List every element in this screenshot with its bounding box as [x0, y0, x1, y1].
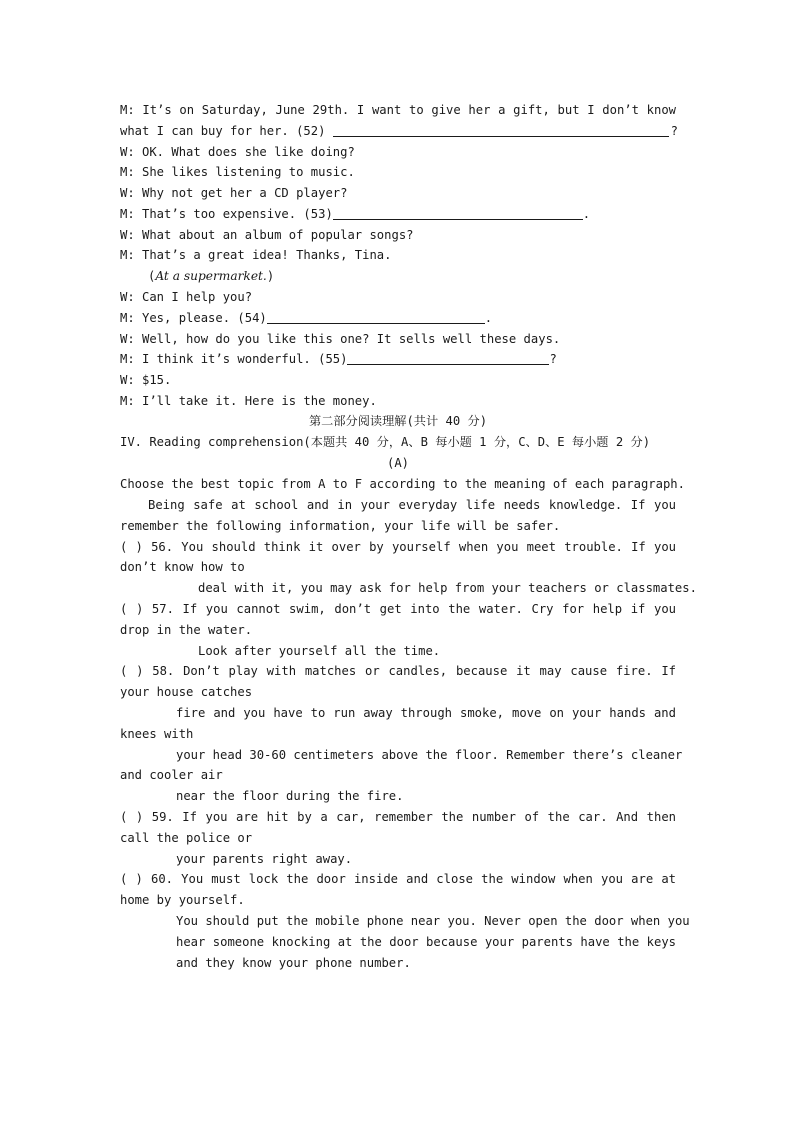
dialogue-line-8: M: That’s a great idea! Thanks, Tina.	[120, 248, 392, 262]
question-58-line-5: your head 30-60 centimeters above the floor. Remember there’s cleaner	[176, 748, 683, 762]
question-56-line-3: deal with it, you may ask for help from your teachers or classmates.	[198, 581, 697, 595]
question-58-line-6: and cooler air	[120, 768, 223, 782]
dialogue-line-11	[120, 308, 676, 329]
dialogue-line-15: M: I’ll take it. Here is the money.	[120, 394, 377, 408]
section-heading: IV. Reading comprehension(本题共 40 分，A、B 每小题 1 分，C、D、E 每小题 2 分)	[120, 435, 651, 449]
scene-note-open: (	[148, 269, 156, 283]
dialogue-line-2-end: ?	[670, 124, 678, 138]
question-59-line-2: call the police or	[120, 831, 253, 845]
question-57-line-2: drop in the water.	[120, 623, 253, 637]
question-60-line-4: hear someone knocking at the door because your parents have the keys	[176, 935, 676, 949]
instruction: Choose the best topic from A to F according to the meaning of each paragraph.	[120, 477, 685, 491]
dialogue-line-13	[120, 349, 676, 370]
question-59-line-3: your parents right away.	[176, 852, 353, 866]
question-56-line-2: don’t know how to	[120, 560, 245, 574]
dialogue-line-7: W: What about an album of popular songs?	[120, 228, 414, 242]
dialogue-line-6-text: M: That’s too expensive. (53)	[120, 207, 333, 221]
dialogue-line-6	[120, 204, 676, 225]
dialogue-line-6-end: .	[582, 207, 591, 221]
intro-line-1: Being safe at school and in your everyday life needs knowledge. If you	[148, 498, 676, 512]
question-58: ( ) 58. Don’t play with matches or candles, because it may cause fire. If	[120, 664, 676, 678]
question-57: ( ) 57. If you cannot swim, don’t get into the water. Cry for help if you	[120, 602, 676, 616]
question-60-line-5: and they know your phone number.	[176, 956, 411, 970]
dialogue-line-11-text: M: Yes, please. (54)	[120, 311, 267, 325]
dialogue-line-12: W: Well, how do you like this one? It sells well these days.	[120, 332, 561, 346]
dialogue-line-14: W: $15.	[120, 373, 172, 387]
question-57-line-3: Look after yourself all the time.	[198, 644, 441, 658]
scene-note-italic: At a supermarket.	[155, 269, 267, 283]
question-59: ( ) 59. If you are hit by a car, remember the number of the car. And then	[120, 810, 676, 824]
blank-54[interactable]	[267, 310, 485, 324]
question-60-line-3: You should put the mobile phone near you. Never open the door when you	[176, 914, 690, 928]
dialogue-line-2-text: what I can buy for her. (52)	[120, 124, 333, 138]
dialogue-line-3: W: OK. What does she like doing?	[120, 145, 355, 159]
scene-note-close: )	[266, 269, 275, 283]
dialogue-line-13-text: M: I think it’s wonderful. (55)	[120, 352, 348, 366]
section-sub: (A)	[386, 456, 409, 470]
question-58-line-3: fire and you have to run away through smoke, move on your hands and	[176, 706, 676, 720]
dialogue-line-1: M: It’s on Saturday, June 29th. I want to give her a gift, but I don’t know	[120, 103, 676, 117]
dialogue-line-4: M: She likes listening to music.	[120, 165, 355, 179]
intro-line-2: remember the following information, your life will be safer.	[120, 519, 561, 533]
question-58-line-4: knees with	[120, 727, 194, 741]
dialogue-line-11-end: .	[484, 311, 493, 325]
dialogue-line-13-end: ?	[549, 352, 557, 366]
dialogue-line-10: W: Can I help you?	[120, 290, 253, 304]
dialogue-line-5: W: Why not get her a CD player?	[120, 186, 348, 200]
question-58-line-2: your house catches	[120, 685, 253, 699]
scene-note	[148, 266, 676, 287]
part-title: 第二部分阅读理解(共计 40 分)	[308, 414, 488, 428]
blank-55[interactable]	[347, 351, 549, 365]
blank-53[interactable]	[333, 206, 583, 220]
question-60-line-2: home by yourself.	[120, 893, 245, 907]
dialogue-line-2	[120, 121, 676, 142]
question-56: ( ) 56. You should think it over by yourself when you meet trouble. If you	[120, 540, 676, 554]
question-60: ( ) 60. You must lock the door inside and close the window when you are at	[120, 872, 676, 886]
question-58-line-7: near the floor during the fire.	[176, 789, 404, 803]
blank-52[interactable]	[333, 123, 669, 137]
